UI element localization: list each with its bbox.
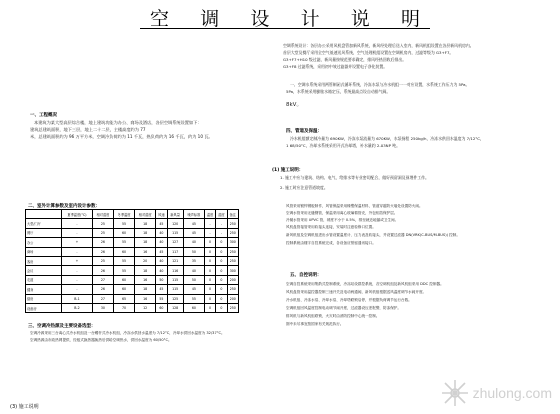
right-line: 图中未尽事宜按国家有关规范执行。	[286, 322, 344, 326]
section2-label: 二、室外计算参数及室内设计参数：	[28, 204, 100, 209]
table-cell: 0	[216, 303, 227, 312]
table-header-cell: 风速	[156, 210, 167, 219]
table-cell: 128	[167, 303, 183, 312]
table-cell: 50	[156, 275, 167, 284]
table-header-cell: 冬季温度	[113, 210, 134, 219]
table-cell: 120	[167, 219, 183, 228]
right-line: 1 68/50°C，冷却水系统采用开式冷却塔，补水量约 2-03NP 吨。	[286, 143, 400, 148]
table-cell: 0	[204, 303, 215, 312]
table-cell: -	[216, 219, 227, 228]
table-row	[26, 219, 239, 228]
right-line: 冷水机组额定制冷量为 690KW，冷冻水泵流量为 670KW，水泵扬程 250kg/h，冷冻水供回水温度为 7/12°C，	[290, 136, 484, 141]
table-cell: 60	[183, 303, 204, 312]
table-row	[26, 256, 239, 265]
table-row	[26, 294, 239, 303]
table-cell: 55	[113, 219, 134, 228]
zhulong-logo-icon	[440, 378, 470, 408]
table-cell: 40	[156, 228, 167, 237]
title-char: 调	[200, 8, 220, 30]
title-char: 说	[350, 8, 370, 30]
right-line: 冷水机组、冷冻水泵、冷却水泵、冷却塔联锁启停，并根据负荷调节运行台数。	[286, 298, 412, 302]
table-cell: 250	[227, 303, 238, 312]
table-cell: 会议	[26, 266, 62, 275]
table-cell: 300	[227, 266, 238, 275]
table-cell: 70	[113, 303, 134, 312]
table-cell: +	[62, 238, 93, 247]
table-cell: 45	[156, 285, 167, 294]
right-line: 空调机组回风温度控制电动调节阀开度，过滤器设压差报警，防冻保护。	[286, 306, 401, 310]
section1-line: 本建筑为某大型高层综合楼，地上建筑功能为办公、商场及酒店，各层空调系统设置如下：	[34, 120, 202, 125]
table-cell: 55	[113, 238, 134, 247]
page-title	[150, 4, 420, 31]
table-cell: 115	[167, 275, 183, 284]
right-line: 空调自控系统采用集散式控制系统，冷冻站设群控系统，各空调机组及新风机组采用 DDC 控制器。	[286, 282, 444, 286]
table-cell: 45	[183, 228, 204, 237]
table-row	[26, 285, 239, 294]
table-cell: 0	[204, 294, 215, 303]
table-row	[26, 266, 239, 275]
table-cell: 0	[216, 256, 227, 265]
table-cell: 26	[92, 266, 113, 275]
table-cell: 60	[113, 275, 134, 284]
table-cell: 走道	[26, 275, 62, 284]
right-line: 风机盘管采用温控器控制三速开关及电动两通阀，新风机组根据送风温度调节水阀开度。	[286, 290, 427, 294]
table-cell: 16	[135, 247, 156, 256]
table-cell: 60	[113, 285, 134, 294]
table-cell: -	[216, 228, 227, 237]
table-header-cell: 备注	[227, 210, 238, 219]
table-cell: 60	[113, 228, 134, 237]
table-cell: 60	[113, 247, 134, 256]
table-cell: +	[62, 256, 93, 265]
table-header-cell	[26, 210, 62, 219]
table-cell: 27	[92, 275, 113, 284]
table-cell: 35	[183, 256, 204, 265]
table-cell: 45	[183, 219, 204, 228]
table-cell: 0	[216, 285, 227, 294]
table-cell: 55	[156, 294, 167, 303]
title-char: 空	[150, 8, 170, 30]
table-cell: 大堂/门厅	[26, 219, 62, 228]
table-cell: 65	[113, 294, 134, 303]
table-cell: 116	[167, 266, 183, 275]
section1-line: 米，总建筑面积约为 96 万平方米，空调冷负荷约为 11 千瓦，热负荷约为 16 千瓦，约为 10 瓦。	[30, 134, 213, 139]
right-line: 空调水管采用无缝钢管，保温采用离心玻璃棉管壳，外包铝箔保护层。	[286, 211, 398, 215]
watermark-text: zhulong.com	[472, 385, 552, 401]
table-cell: 设备房	[26, 303, 62, 312]
table-row	[26, 303, 239, 312]
table-header-cell: 夏季温度(°C)	[62, 210, 93, 219]
right-line: 冷凝水管采用 UPVC 管，坡度不小于 0.5%，排至就近地漏或卫生间。	[286, 218, 399, 222]
title-char: 设	[250, 8, 270, 30]
design-parameter-table	[25, 209, 239, 313]
section1-line: 建筑总建筑面积，地下三层，地上二十二层，主楼高度约为 77	[30, 127, 146, 132]
table-cell: 55	[113, 256, 134, 265]
right-line: 8kV。	[286, 102, 302, 108]
section3-label: 三、空调冷热源及主要设备选型：	[28, 324, 96, 329]
table-cell: 115	[167, 228, 183, 237]
table-row	[26, 238, 239, 247]
section3-line: 空调热源由市政热网提供，经板式换热器换热后供给空调热水，供回水温度为 60/50°C。	[30, 338, 172, 342]
title-char: 明	[400, 8, 420, 30]
table-cell: 0	[204, 238, 215, 247]
table-cell: -	[62, 266, 93, 275]
table-body	[26, 219, 239, 313]
table-cell: 50	[183, 275, 204, 284]
table-cell: -	[204, 228, 215, 237]
table-cell: 55	[183, 294, 204, 303]
right-line: 空调系统设计：各层办公采用风机盘管加新风系统，新风经处理后送入室内，新风机组设置在各层新风机房内。	[283, 43, 474, 48]
table-cell: 18	[135, 285, 156, 294]
table-cell: 18	[135, 228, 156, 237]
right-line: 风机盘管接管采用软接头连接，安装时注意检修口位置。	[286, 225, 376, 229]
table-cell: 25	[92, 219, 113, 228]
table-cell: 121	[167, 256, 183, 265]
table-cell: 16	[135, 294, 156, 303]
table-header-cell: 相对湿度	[135, 210, 156, 219]
table-cell: -	[62, 275, 93, 284]
table-cell: 商场	[26, 247, 62, 256]
control-label: 五、自控说明：	[290, 273, 322, 278]
title-char: 计	[300, 8, 320, 30]
right-line: 5Pa，水系统采用膨胀水箱定压，系统最高点设自动排气阀。	[286, 89, 391, 94]
table-cell: 26	[92, 285, 113, 294]
table-cell: 12	[135, 303, 156, 312]
table-row	[26, 275, 239, 284]
table-cell: 0	[204, 285, 215, 294]
table-header-cell: 相对湿度	[92, 210, 113, 219]
table-header-cell: 噪声标准	[183, 210, 204, 219]
table-cell: 0	[216, 294, 227, 303]
table-cell: 300	[227, 238, 238, 247]
title-underline	[140, 28, 430, 29]
table-header-cell: 湿度	[216, 210, 227, 219]
right-line: 控制系统由楼宇自控系统完成，各设备应预留通讯接口。	[286, 241, 376, 245]
table-row	[26, 247, 239, 256]
right-line: 一、空调水系统采用两管制闭式循环系统，冷冻水泵与冷水机组一一对应设置，水系统工作压力为 5Pa。	[290, 82, 470, 87]
table-cell: 办公	[26, 238, 62, 247]
table-cell: 50	[183, 247, 204, 256]
construction-label: (1) 施工说明：	[272, 168, 304, 173]
table-cell: 16	[135, 275, 156, 284]
table-cell: 55	[113, 266, 134, 275]
table-cell: -	[204, 219, 215, 228]
table-cell: 27	[92, 294, 113, 303]
table-row	[26, 228, 239, 237]
table-cell: -	[62, 228, 93, 237]
table-cell: 0	[204, 247, 215, 256]
table-cell: 250	[227, 219, 238, 228]
table-cell: 40	[183, 266, 204, 275]
table-cell: 40	[156, 256, 167, 265]
table-cell: 25	[92, 228, 113, 237]
table-cell: 18	[135, 238, 156, 247]
table-header-cell: 新风量	[167, 210, 183, 219]
footer-note: (3) 施工说明	[10, 404, 39, 410]
right-line: G3+F8 过滤系统，采用初中效过滤器并设置电子净化装置。	[283, 64, 388, 69]
section1-label: 一、工程概况	[30, 113, 57, 118]
table-cell: B-1	[62, 294, 93, 303]
table-cell: 60	[156, 303, 167, 312]
right-line: 2. 施工时应注意管道坡度。	[280, 185, 328, 190]
table-cell: 0	[204, 275, 215, 284]
table-cell: 0	[204, 266, 215, 275]
table-cell: 0	[204, 256, 215, 265]
right-line: 风管采用镀锌钢板制作，风管保温采用橡塑保温材料，管道穿越防火墙处设置防火阀。	[286, 204, 423, 208]
table-cell: 200	[227, 294, 238, 303]
right-line: 新风机组及空调机组进出水管设置温度计、压力表及软接头，并设置过滤器 DN(VRK(C-BUS/M-BUS)) 控制。	[286, 233, 460, 237]
table-cell: 127	[167, 238, 183, 247]
table-cell: 20	[135, 256, 156, 265]
table-cell: 45	[156, 247, 167, 256]
table-cell: 200	[227, 275, 238, 284]
table-cell: 40	[183, 238, 204, 247]
table-cell: -	[62, 247, 93, 256]
table-cell: -	[62, 285, 93, 294]
table-cell: 18	[135, 219, 156, 228]
table-cell: 250	[227, 256, 238, 265]
table-cell: 115	[167, 285, 183, 294]
table-cell: 40	[156, 238, 167, 247]
pipe-subhead: 四、管道及保温：	[286, 129, 322, 134]
table-cell: 0	[216, 275, 227, 284]
table-cell: -	[62, 219, 93, 228]
right-line: 首层大堂及餐厅采用全空气低速送风系统，空气处理机组设置在空调机房内，过滤等级为 G3+F7。	[283, 50, 454, 55]
right-line: 排风机与新风机组联锁，火灾时由消防控制中心统一控制。	[286, 314, 380, 318]
table-cell: 餐厅	[26, 228, 62, 237]
table-header-row	[26, 210, 239, 219]
table-cell: 30	[92, 303, 113, 312]
table-cell: 45	[183, 285, 204, 294]
table-cell: 125	[167, 294, 183, 303]
right-line: G3+F7+H10 级过滤，新风量按规范要求确定，排风经热回收后排出。	[283, 57, 407, 62]
table-cell: 0	[216, 238, 227, 247]
watermark	[440, 378, 552, 408]
table-cell: 40	[156, 266, 167, 275]
table-cell: 0	[216, 266, 227, 275]
table-cell: 健身	[26, 285, 62, 294]
table-cell: 厨房	[26, 294, 62, 303]
section3-line: 空调冷源采用三台离心式冷水机组及一台螺杆式冷水机组，冷冻水供回水温度为 7/12°C，冷却水供回水温度为 32/37°C。	[30, 331, 225, 335]
table-cell: 26	[92, 247, 113, 256]
table-cell: 250	[227, 285, 238, 294]
table-cell: 117	[167, 247, 183, 256]
table-cell: 25	[92, 256, 113, 265]
table-cell: 250	[227, 247, 238, 256]
table-cell: 18	[135, 266, 156, 275]
table-cell: 0	[216, 247, 227, 256]
table-header-cell: 温度	[204, 210, 215, 219]
table-cell: 客房	[26, 256, 62, 265]
table-cell: 250	[227, 228, 238, 237]
right-line: 1. 施工中应与建筑、结构、电气、给排水等专业密切配合，做好预留洞及预埋件工作。	[280, 175, 429, 180]
table-cell: B-2	[62, 303, 93, 312]
table-cell: 26	[92, 238, 113, 247]
table-cell: 45	[156, 219, 167, 228]
